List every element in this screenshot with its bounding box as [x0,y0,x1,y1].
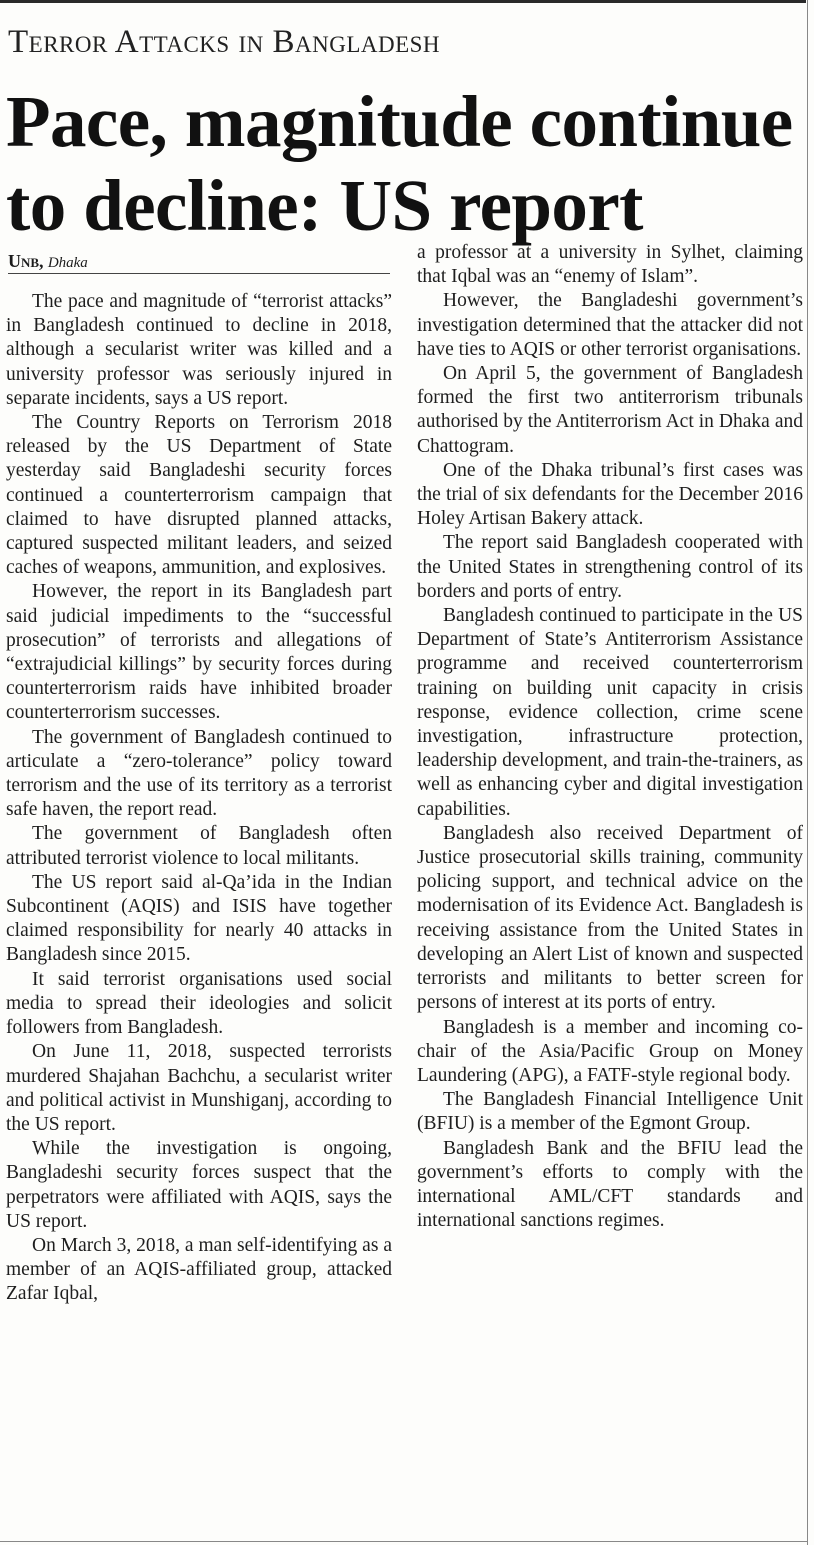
byline [8,251,390,274]
paragraph: It said terrorist organisations used social media to spread their ideologies and solicit followers from Bangladesh. [6,968,392,1039]
paragraph: One of the Dhaka tribunal’s first cases was the trial of six defendants for the December 2016 Holey Artisan Bakery attack. [417,459,803,530]
paragraph: On June 11, 2018, suspected terrorists murdered Shajahan Bachchu, a secularist writer and political activist in Munshiganj, according to the US report. [6,1041,392,1135]
paragraph: However, the Bangladeshi government’s investigation determined that the attacker did not have ties to AQIS or other terrorist organisations. [417,290,803,360]
headline: Pace, magnitude continue to decline: US report [6,81,793,246]
paragraph: On April 5, the government of Bangladesh formed the first two antiterrorism tribunals authorised by the Antiterrorism Act in Dhaka and Chattogram. [417,363,803,457]
paragraph: The report said Bangladesh cooperated with the United States in strengthening control of its borders and ports of entry. [417,532,803,602]
paragraph: The US report said al-Qa’ida in the Indian Subcontinent (AQIS) and ISIS have together claimed responsibility for nearly 40 attacks in Bangladesh since 2015. [6,871,392,966]
paragraph: Bangladesh also received Department of Justice prosecutorial skills training, community policing support, and technical advice on the modernisation of its Evidence Act. Bangladesh is receiving assistance from the United States in developing an Alert List of known and suspected terrorists and militants to better screen for persons of interest at its ports of entry. [417,822,803,1014]
kicker: Terror Attacks in Bangladesh [8,24,441,60]
paragraph: The government of Bangladesh continued to articulate a “zero-tolerance” policy toward terrorism and the use of its territory as a terrorist safe haven, the report read. [6,726,392,821]
right-column [417,241,803,1233]
paragraph: Bangladesh continued to participate in the US Department of State’s Antiterrorism Assistance programme and received counterterrorism training on building unit capacity in crisis response, evidence collection, crime scene investigation, infrastructure protection, leadership development, and train-the-trainers, as well as enhancing cyber and digital investigation capabilities. [417,605,803,820]
left-column [6,290,392,1307]
paragraph: The government of Bangladesh often attributed terrorist violence to local militants. [6,823,392,869]
paragraph: The pace and magnitude of “terrorist attacks” in Bangladesh continued to decline in 2018, although a secularist writer was killed and a university professor was seriously injured in separate incidents, says a US report. [6,291,392,409]
top-rule [0,0,806,3]
paragraph: While the investigation is ongoing, Bangladeshi security forces suspect that the perpetrators were affiliated with AQIS, says the US report. [6,1138,392,1232]
paragraph-continuation: a professor at a university in Sylhet, claiming that Iqbal was an “enemy of Islam”. [417,242,803,288]
bottom-rule [0,1541,808,1542]
paragraph: The Bangladesh Financial Intelligence Unit (BFIU) is a member of the Egmont Group. [417,1089,803,1135]
right-rule [807,0,808,1545]
paragraph: Bangladesh is a member and incoming co-chair of the Asia/Pacific Group on Money Laundering (APG), a FATF-style regional body. [417,1016,803,1086]
paragraph: On March 3, 2018, a man self-identifying as a member of an AQIS-affiliated group, attacked Zafar Iqbal, [6,1234,392,1305]
paragraph: However, the report in its Bangladesh part said judicial impediments to the “successful prosecution” of terrorists and allegations of “extrajudicial killings” by security forces during counterterrorism raids have inhibited broader counterterrorism successes. [6,581,392,724]
byline-agency: Unb, [8,251,44,271]
paragraph: The Country Reports on Terrorism 2018 released by the US Department of State yesterday said Bangladeshi security forces continued a counterterrorism campaign that claimed to have disrupted planned attacks, captured suspected militant leaders, and seized caches of weapons, ammunition, and explosives. [6,412,392,579]
byline-dateline: Dhaka [47,255,88,271]
paragraph: Bangladesh Bank and the BFIU lead the government’s efforts to comply with the international AML/CFT standards and international sanctions regimes. [417,1137,803,1232]
